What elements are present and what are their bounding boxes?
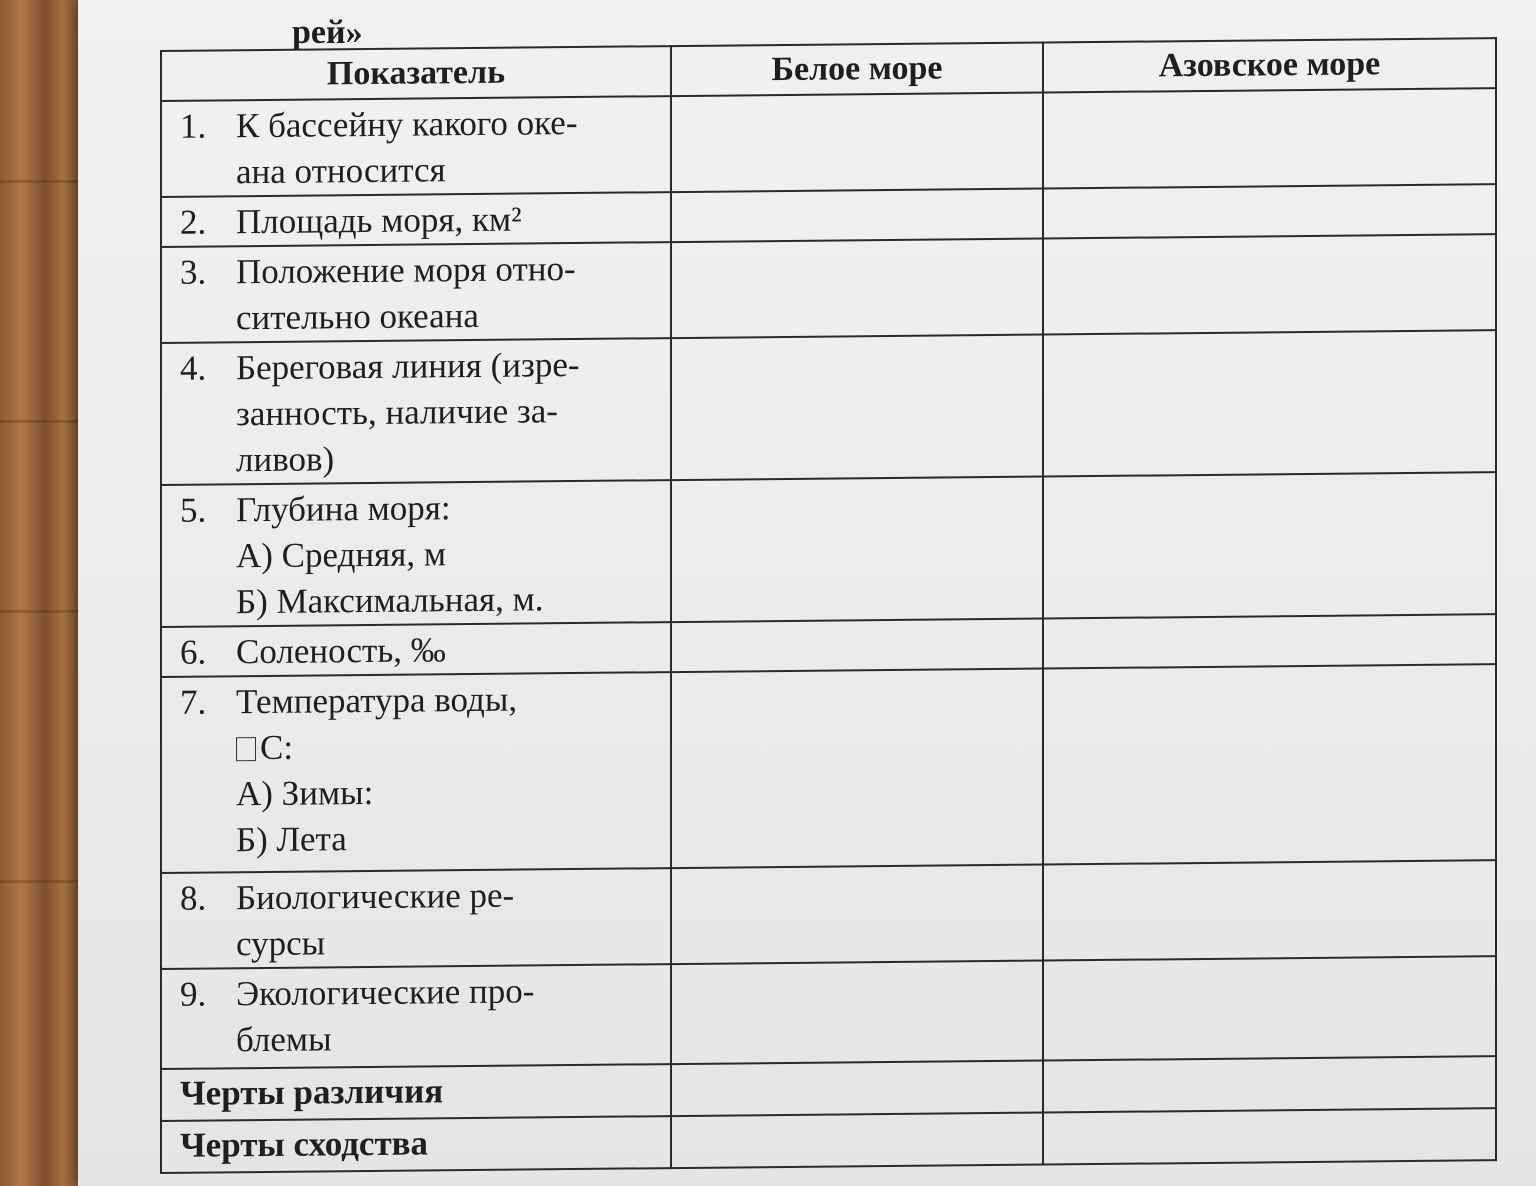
table-row	[161, 330, 1496, 485]
row-label-line: Б) Лета	[236, 819, 347, 860]
row-label-line: А) Средняя, м	[236, 534, 446, 576]
answer-cell-azov[interactable]	[1043, 956, 1496, 1060]
row-number: 9.	[180, 974, 207, 1014]
answer-cell-white[interactable]	[671, 189, 1043, 243]
header-indicator: Показатель	[161, 46, 671, 101]
answer-cell-azov[interactable]	[1043, 184, 1496, 238]
table-row	[161, 860, 1496, 969]
row-label-line: Биологические ре-	[236, 875, 515, 918]
table-row	[161, 472, 1496, 627]
answer-cell-azov[interactable]	[1043, 860, 1496, 960]
answer-cell-white[interactable]	[671, 961, 1043, 1065]
answer-cell-white[interactable]	[671, 93, 1043, 193]
answer-cell-white[interactable]	[671, 865, 1043, 965]
row-label-line: Площадь моря, км²	[236, 199, 522, 242]
answer-cell-azov[interactable]	[1043, 664, 1496, 864]
row-label-line: сительно океана	[236, 295, 479, 338]
row-label-line: С:	[260, 727, 294, 768]
answer-cell-white[interactable]	[671, 1061, 1043, 1117]
header-white-sea: Белое море	[671, 43, 1043, 97]
summary-differences-label: Черты различия	[180, 1071, 444, 1113]
table-row	[161, 956, 1496, 1069]
answer-cell-white[interactable]	[671, 1113, 1043, 1169]
row-number: 1.	[180, 106, 207, 146]
row-number: 6.	[180, 632, 207, 672]
answer-cell-white[interactable]	[671, 239, 1043, 339]
row-label-line: Экологические про-	[236, 971, 535, 1014]
summary-similarities-label: Черты сходства	[180, 1123, 429, 1165]
answer-cell-white[interactable]	[671, 335, 1043, 481]
row-label-line: Соленость, ‰	[236, 630, 446, 672]
row-label-line: Температура воды,	[236, 679, 518, 722]
table-row	[161, 88, 1496, 197]
row-label-line: ливов)	[236, 439, 335, 480]
row-label-line: сурсы	[236, 923, 326, 964]
answer-cell-azov[interactable]	[1043, 88, 1496, 188]
comparison-table	[160, 37, 1497, 1174]
row-number: 8.	[180, 878, 207, 918]
answer-cell-azov[interactable]	[1043, 1056, 1496, 1112]
answer-cell-azov[interactable]	[1043, 330, 1496, 476]
table-row	[161, 664, 1496, 873]
row-number: 4.	[180, 348, 207, 388]
answer-cell-azov[interactable]	[1043, 1108, 1496, 1164]
heading-fragment: рей»	[292, 14, 363, 51]
row-label-line: Б) Максимальная, м.	[236, 579, 544, 622]
row-label-line: занность, наличие за-	[236, 391, 558, 434]
answer-cell-white[interactable]	[671, 477, 1043, 623]
answer-cell-azov[interactable]	[1043, 234, 1496, 334]
row-label-line: блемы	[236, 1019, 332, 1060]
row-label-line: К бассейну какого оке-	[236, 102, 578, 146]
row-number: 5.	[180, 490, 207, 530]
answer-cell-white[interactable]	[671, 619, 1043, 673]
header-azov-sea: Азовское море	[1043, 38, 1496, 92]
row-number: 3.	[180, 252, 207, 292]
row-label-line: А) Зимы:	[236, 772, 374, 814]
row-label-line: Глубина моря:	[236, 488, 451, 530]
answer-cell-azov[interactable]	[1043, 472, 1496, 618]
row-label-line: ана относится	[236, 150, 446, 192]
table-row	[161, 234, 1496, 343]
answer-cell-azov[interactable]	[1043, 614, 1496, 668]
row-number: 7.	[180, 682, 207, 722]
missing-degree-glyph-icon	[236, 737, 256, 761]
row-label-line: Береговая линия (изре-	[236, 344, 580, 388]
answer-cell-white[interactable]	[671, 669, 1043, 869]
row-label-line: Положение моря отно-	[236, 249, 576, 292]
row-number: 2.	[180, 202, 207, 242]
